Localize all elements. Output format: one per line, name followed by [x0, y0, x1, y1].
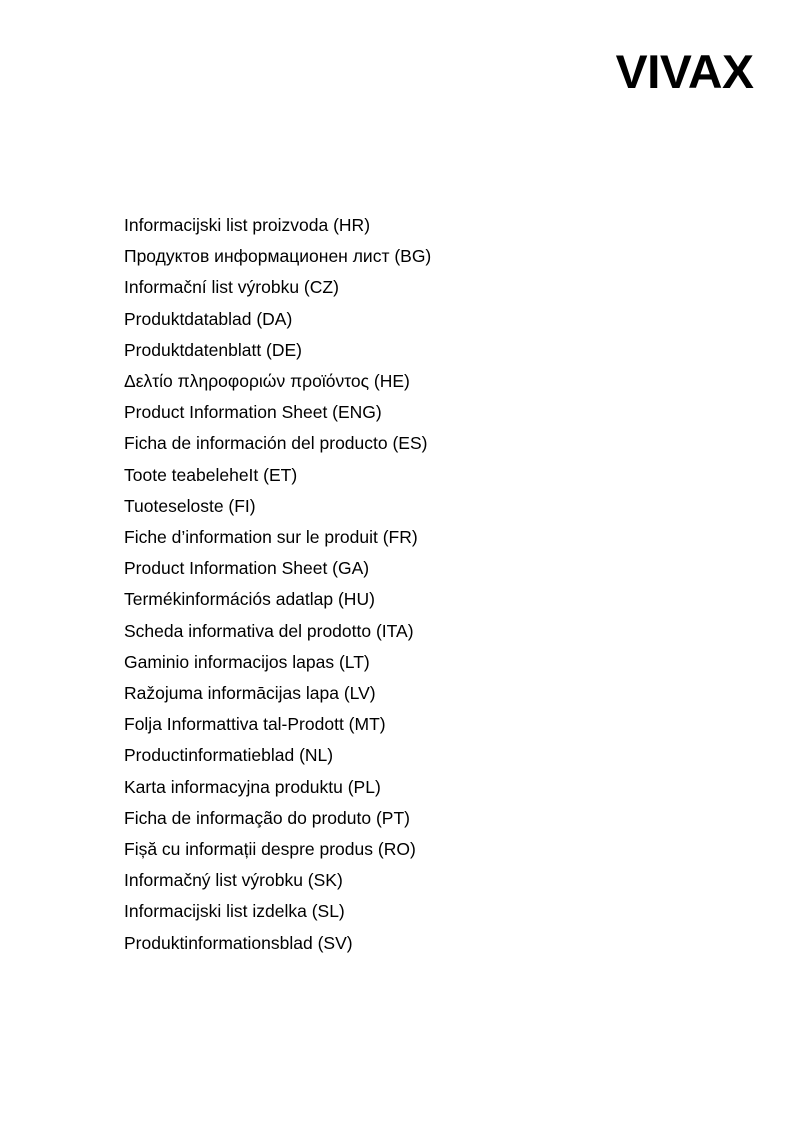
- vivax-logo: [615, 45, 754, 98]
- list-item: Product Information Sheet (GA): [124, 558, 370, 579]
- list-item: Toote teabeleheIt (ET): [124, 464, 298, 485]
- list-item: Ražojuma informācijas lapa (LV): [124, 683, 376, 704]
- list-item: Ficha de información del producto (ES): [124, 433, 428, 454]
- list-item: Δελτίο πληροφοριών προϊόντος (HE): [124, 371, 410, 392]
- language-title-list: [124, 210, 684, 959]
- list-item: Produktinformationsblad (SV): [124, 932, 353, 953]
- list-item: Gaminio informacijos lapas (LT): [124, 651, 370, 672]
- list-item: Karta informacyjna produktu (PL): [124, 776, 381, 797]
- list-item: Informacijski list proizvoda (HR): [124, 215, 371, 235]
- list-item: Produktdatablad (DA): [124, 308, 293, 329]
- list-item: Product Information Sheet (ENG): [124, 402, 382, 423]
- list-item: Продуктов информационен лист (BG): [124, 246, 432, 267]
- vivax-logo-text: VIVAX: [615, 45, 754, 98]
- list-item: Ficha de informação do produto (PT): [124, 807, 410, 828]
- list-item: Productinformatieblad (NL): [124, 745, 334, 766]
- list-item: Informační list výrobku (CZ): [124, 277, 339, 298]
- list-item: Informačný list výrobku (SK): [124, 870, 343, 891]
- list-item: Informacijski list izdelka (SL): [124, 901, 345, 922]
- list-item: Tuoteseloste (FI): [124, 495, 256, 516]
- list-item: Produktdatenblatt (DE): [124, 339, 303, 360]
- list-item: Folja Informattiva tal-Prodott (MT): [124, 714, 386, 735]
- list-item: Termékinformációs adatlap (HU): [124, 589, 375, 610]
- list-item: Scheda informativa del prodotto (ITA): [124, 620, 414, 641]
- list-item: Fișă cu informații despre produs (RO): [124, 839, 416, 860]
- list-item: Fiche d’information sur le produit (FR): [124, 527, 418, 548]
